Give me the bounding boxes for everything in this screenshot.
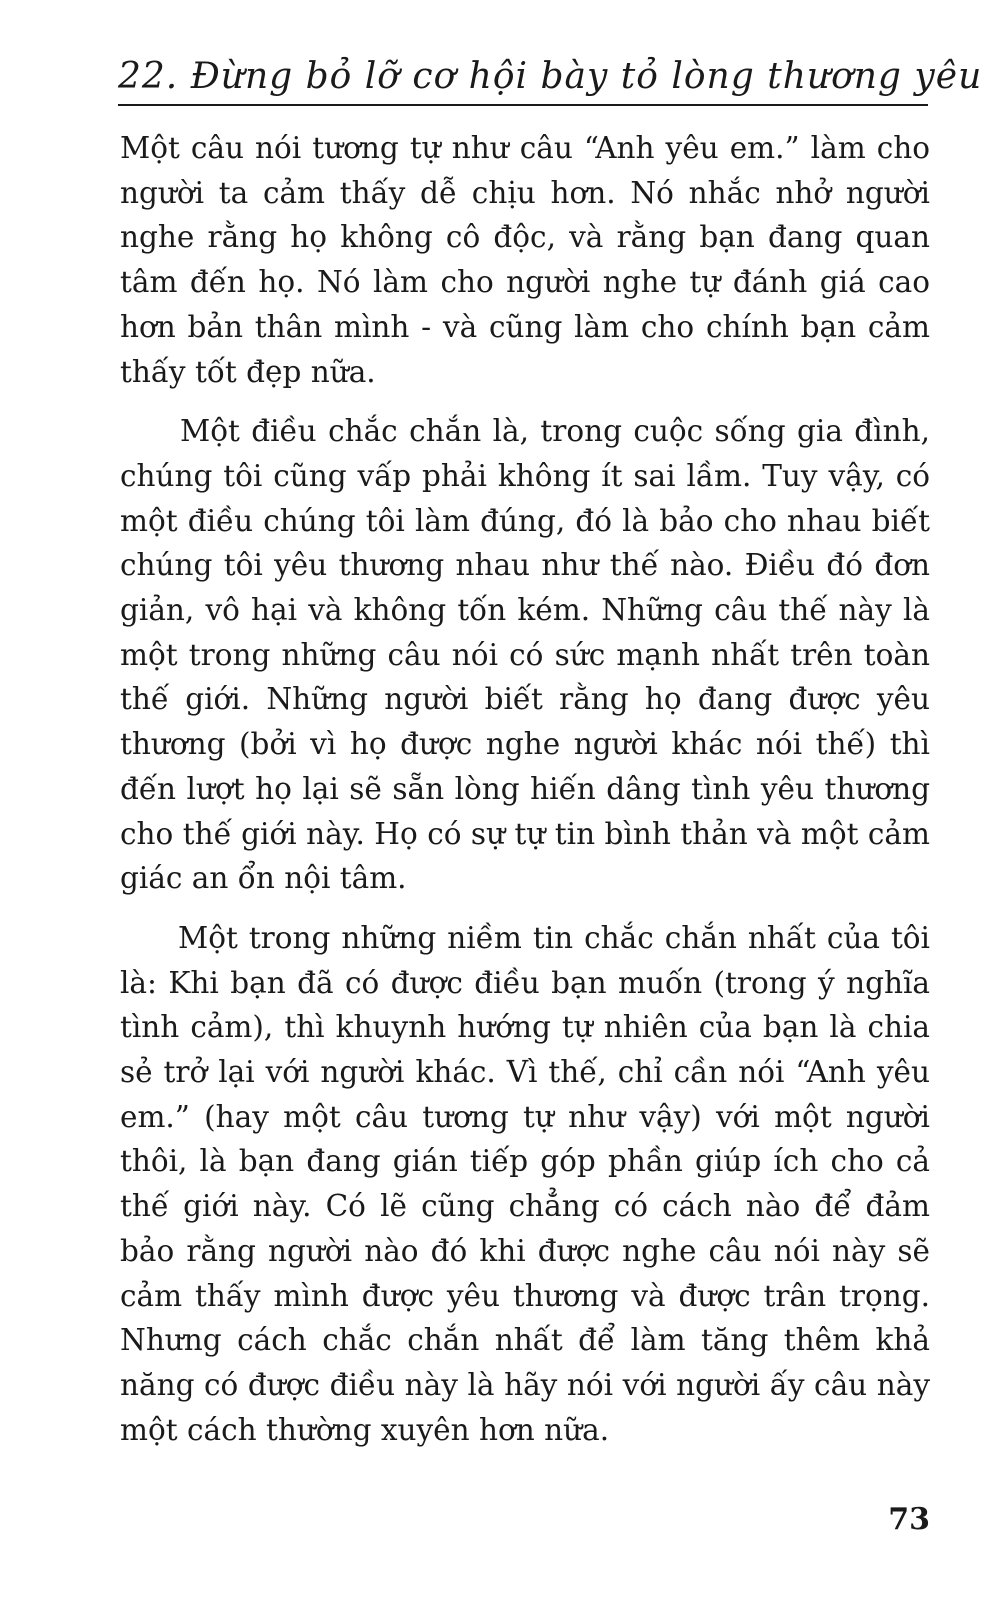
paragraph-3: Một trong những niềm tin chắc chắn nhất của tôi là: Khi bạn đã có được điều bạn muốn (trong ý nghĩa tình cảm), thì khuynh hướng tự nhiên của bạn là chia sẻ trở lại với người khác. Vì thế, chỉ cần nói “Anh yêu em.” (hay một câu tương tự như vậy) với một người thôi, là bạn đang gián tiếp góp phần giúp ích cho cả thế giới này. Có lẽ cũng chẳng có cách nào để đảm bảo rằng người nào đó khi được nghe câu nói này sẽ cảm thấy mình được yêu thương và được trân trọng. Nhưng cách chắc chắn nhất để làm tăng thêm khả năng có được điều này là hãy nói với người ấy câu này một cách thường xuyên hơn nữa. bbox=[120, 920, 930, 1447]
page-number: 73 bbox=[888, 1502, 930, 1537]
running-header: 22. Đừng bỏ lỡ cơ hội bày tỏ lòng thương yêu bbox=[118, 56, 983, 97]
paragraph-1: Một câu nói tương tự như câu “Anh yêu em.” làm cho người ta cảm thấy dễ chịu hơn. Nó nhắc nhở người nghe rằng họ không cô độc, và rằng bạn đang quan tâm đến họ. Nó làm cho người nghe tự đánh giá cao hơn bản thân mình - và cũng làm cho chính bạn cảm thấy tốt đẹp nữa. bbox=[120, 131, 930, 389]
paragraph-2: Một điều chắc chắn là, trong cuộc sống gia đình, chúng tôi cũng vấp phải không ít sai lầm. Tuy vậy, có một điều chúng tôi làm đúng, đó là bảo cho nhau biết chúng tôi yêu thương nhau như thế nào. Điều đó đơn giản, vô hại và không tốn kém. Những câu thế này là một trong những câu nói có sức mạnh nhất trên toàn thế giới. Những người biết rằng họ đang được yêu thương (bởi vì họ được nghe người khác nói thế) thì đến lượt họ lại sẽ sẵn lòng hiến dâng tình yêu thương cho thế giới này. Họ có sự tự tin bình thản và một cảm giác an ổn nội tâm. bbox=[120, 414, 930, 896]
body-text bbox=[120, 126, 930, 1452]
header-divider bbox=[118, 104, 928, 106]
